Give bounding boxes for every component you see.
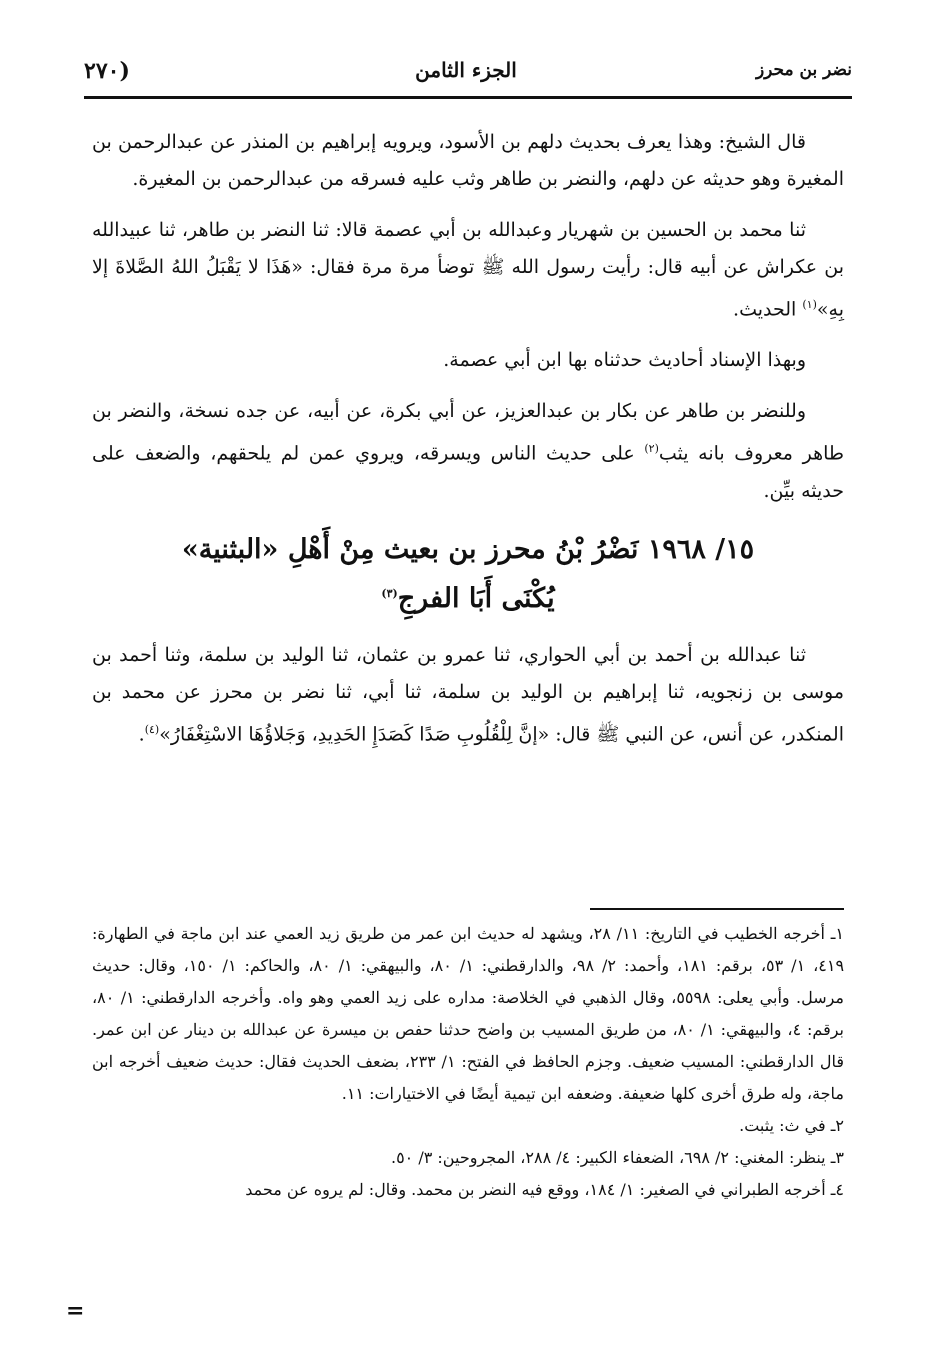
header-rule xyxy=(84,96,852,99)
footnote-1: ١ـ أخرجه الخطيب في التاريخ: ١١/ ٢٨، ويشهد له حديث ابن عمر من طريق زيد العمي عند ابن ماجة في الطهارة: ٤١٩، ١/ ٥٣، برقم: ١٨١، وأحمد: ٢/ ٩٨، والدارقطني: ١/ ٨٠، والبيهقي: ١/ ٨٠، والحاكم: ١/ ١٥٠، وقال: حديث مرسل. وأبي يعلى: ٥٥٩٨، وقال الذهبي في الخلاصة: مداره على زيد العمي وهو واه. وأخرجه الدارقطني: ١/ ٨٠، برقم: ٤، والبيهقي: ١/ ٨٠، من طريق المسيب بن واضح حدثنا حفص بن ميسرة عن عبدالله بن دينار عن ابن عمر. قال الدارقطني: المسيب ضعيف. وجزم الحافظ في الفتح: ١/ ٢٣٣، بضعف الحديث فقال: حديث ضعيف أخرجه ابن ماجة، وله طرق أخرى كلها ضعيفة. وضعفه ابن تيمية أيضًا في الاختيارات: ١١. xyxy=(92,924,845,1103)
footnote-3: ٣ـ ينظر: المغني: ٢/ ٦٩٨، الضعفاء الكبير: ٤/ ٢٨٨، المجروحين: ٣/ ٥٠. xyxy=(390,1148,844,1167)
page-header xyxy=(80,58,852,92)
footnote-ref-2: (٢) xyxy=(644,442,659,456)
footnote-ref-1: (١) xyxy=(802,298,817,311)
entry-heading xyxy=(92,528,844,621)
footnotes xyxy=(92,918,844,1206)
running-title: نضر بن محرز xyxy=(755,60,852,80)
footnote-ref-4: (٤) xyxy=(144,722,160,736)
paragraph-5 xyxy=(92,637,844,753)
entry-kunya: يُكْنَى أَبَا الفرجِ xyxy=(397,582,555,614)
paragraph-2-end: الحديث. xyxy=(733,298,803,321)
page-number: (٢٧٠ xyxy=(84,58,130,84)
footnote-rule xyxy=(590,908,844,910)
main-text xyxy=(92,124,844,753)
footnote-ref-3: (٣) xyxy=(381,586,398,600)
paragraph-4-text-b: على حديث الناس ويسرقه، ويروي عمن لم يلحقهم، والضعف على حديثه بيِّن. xyxy=(92,442,844,502)
paragraph-2-text: ثنا محمد بن الحسين بن شهريار وعبدالله بن أبي عصمة قالا: ثنا النضر بن طاهر، ثنا عبيدالله بن عكراش عن أبيه قال: رأيت رسول الله ﷺ توضأ مرة مرة فقال: «هَذَا لا يَقْبَلُ اللهُ الصَّلاةَ إلا بِهِ» xyxy=(92,219,844,321)
entry-heading-line-2 xyxy=(92,572,844,621)
volume-title: الجزء الثامن xyxy=(415,58,517,82)
paragraph-5-text: ثنا عبدالله بن أحمد بن أبي الحواري، ثنا عمرو بن عثمان، ثنا الوليد بن سلمة، وثنا أحمد بن موسى بن زنجويه، ثنا إبراهيم بن الوليد بن سلمة، ثنا أبي، ثنا نضر بن محرز عن محمد بن المنكدر، عن أنس، عن النبي ﷺ قال: «إنَّ لِلْقُلُوبِ صَدًا كَصَدَإِ الحَدِيدِ، وَجَلاؤُهَا الاسْتِغْفَارُ» xyxy=(92,643,844,745)
paragraph-1: قال الشيخ: وهذا يعرف بحديث دلهم بن الأسود، ويرويه إبراهيم بن المنذر عن عبدالرحمن بن المغيرة وهو حديثه عن دلهم، والنضر بن طاهر وثب عليه فسرقه من عبدالرحمن بن المغيرة. xyxy=(92,131,844,190)
paragraph-3: وبهذا الإسناد أحاديث حدثناه بها ابن أبي عصمة. xyxy=(443,349,806,372)
continuation-mark: = xyxy=(66,1298,85,1324)
paragraph-2 xyxy=(92,212,844,328)
entry-heading-line-1: ١٥/ ١٩٦٨ نَضْرُ بْنُ محرز بن بعيث مِنْ أَهْلِ «البثنية» xyxy=(181,533,755,565)
footnote-2: ٢ـ في ث: يثبت. xyxy=(739,1116,844,1135)
paragraph-4-text-a: وللنضر بن طاهر عن بكار بن عبدالعزيز، عن أبي بكرة، عن أبيه، عن جده نسخة، والنضر بن طاهر معروف بانه يثب xyxy=(92,400,844,465)
paragraph-4 xyxy=(92,393,844,509)
paragraph-5-end: . xyxy=(138,722,145,745)
footnote-4: ٤ـ أخرجه الطبراني في الصغير: ١/ ١٨٤، ووقع فيه النضر بن محمد. وقال: لم يروه عن محمد xyxy=(245,1180,844,1199)
